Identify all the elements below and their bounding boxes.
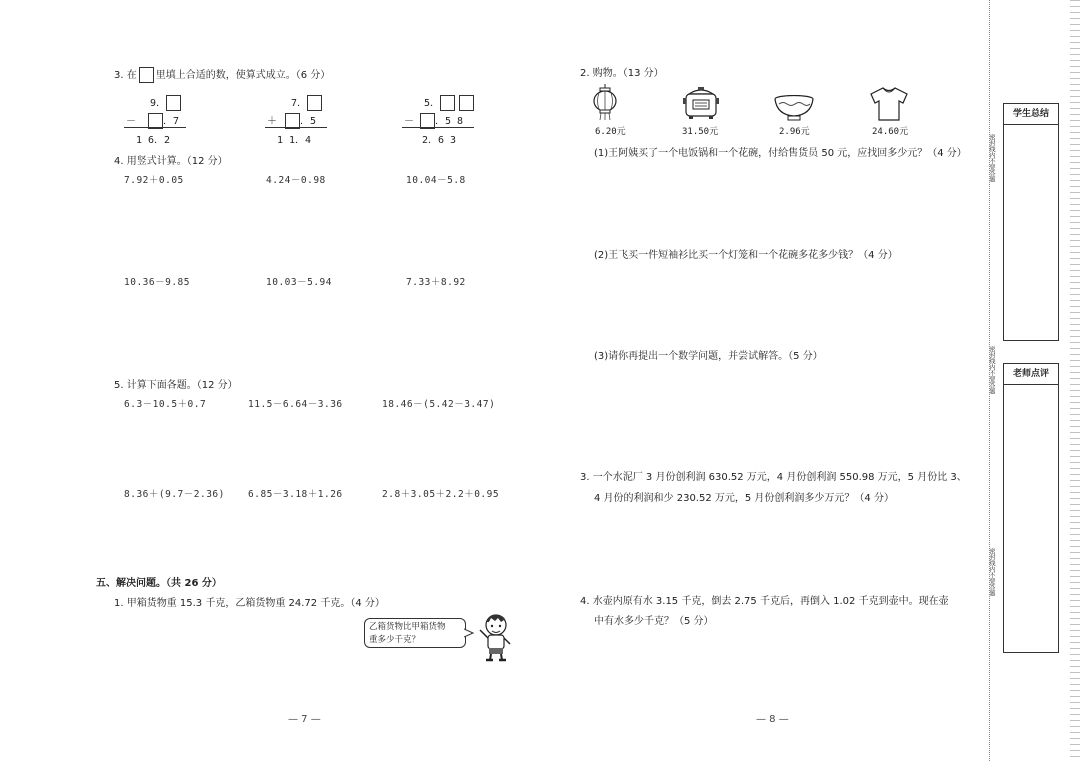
answer-box[interactable]: [166, 95, 181, 111]
q5-item-3: 18.46－(5.42－3.47): [382, 399, 496, 410]
q3-title: 3. 在 里填上合适的数，使算式成立。（6 分）: [114, 66, 330, 83]
result-value: 2．6 3: [422, 135, 457, 146]
q4-item-6: 7.33＋8.92: [406, 277, 466, 288]
vertical-calc-2: 7． ＋ ．5 1 1．4: [263, 92, 333, 147]
answer-box[interactable]: [307, 95, 322, 111]
answer-box[interactable]: [459, 95, 474, 111]
page-number-left: — 7 —: [288, 714, 321, 725]
problem-2-2: (2)王飞买一件短袖衫比买一个灯笼和一个花碗多花多少钱？（4 分）: [594, 250, 898, 261]
cartoon-boy-icon: [474, 612, 520, 664]
problem-2-1: (1)王阿姨买了一个电饭锅和一个花碗，付给售货员 50 元，应找回多少元？（4 分）: [594, 148, 967, 159]
problem-3-line-1: 3. 一个水泥厂 3 月份创利润 630.52 万元，4 月份创利润 550.98 万元，5 月份比 3、: [580, 472, 967, 483]
vertical-calc-1: 9． － ．7 1 6．2: [120, 92, 190, 147]
fold-notice-3: 密封线内不要答题: [988, 548, 995, 596]
q4-item-3: 10.04－5.8: [406, 175, 466, 186]
problem-3-line-2: 4 月份的利润和少 230.52 万元，5 月份创利润多少万元？（4 分）: [594, 493, 894, 504]
teacher-comment-panel: [1003, 363, 1059, 653]
shirt-icon: [869, 86, 909, 122]
q5-item-2: 11.5－6.64－3.36: [248, 399, 343, 410]
q5-title: 5. 计算下面各题。（12 分）: [114, 380, 238, 391]
q5-item-5: 6.85－3.18＋1.26: [248, 489, 343, 500]
fold-notice-1: 密封线内不要答题: [988, 134, 995, 182]
problem-1: 1. 甲箱货物重 15.3 千克，乙箱货物重 24.72 千克。（4 分）: [114, 598, 385, 609]
q4-item-5: 10.03－5.94: [266, 277, 332, 288]
result-value: 1 1．4: [277, 135, 312, 146]
problem-2-3: (3)请你再提出一个数学问题，并尝试解答。（5 分）: [594, 351, 823, 362]
speech-bubble: 乙箱货物比甲箱货物 重多少千克？: [364, 618, 466, 648]
fold-notice-2: 密封线内不要答题: [988, 346, 995, 394]
lantern-icon: [592, 84, 618, 120]
problem-4-line-1: 4. 水壶内原有水 3.15 千克，倒去 2.75 千克后，再倒入 1.02 千克到壶中。现在壶: [580, 596, 949, 607]
price-lantern: 6.20元: [595, 127, 626, 137]
vertical-calc-3: 5． － ．5 8 2．6 3: [400, 92, 480, 147]
panel-title: 老师点评: [1004, 364, 1058, 385]
result-value: 1 6．2: [136, 135, 171, 146]
price-bowl: 2.96元: [779, 127, 810, 137]
q5-item-6: 2.8＋3.05＋2.2＋0.95: [382, 489, 500, 500]
bubble-tail-icon: [464, 627, 474, 639]
page-number-right: — 8 —: [756, 714, 789, 725]
blank-box: [139, 67, 154, 83]
q4-title: 4. 用竖式计算。（12 分）: [114, 156, 228, 167]
q5-item-1: 6.3－10.5＋0.7: [124, 399, 207, 410]
price-shirt: 24.60元: [872, 127, 909, 137]
q4-item-2: 4.24－0.98: [266, 175, 326, 186]
student-summary-panel: [1003, 103, 1059, 341]
bowl-icon: [773, 95, 815, 121]
edge-ruler: [1070, 0, 1080, 761]
panel-title: 学生总结: [1004, 104, 1058, 125]
q4-item-4: 10.36－9.85: [124, 277, 190, 288]
section5-title: 五、解决问题。（共 26 分）: [96, 578, 222, 589]
rice-cooker-icon: [683, 86, 719, 120]
problem-4-line-2: 中有水多少千克？（5 分）: [594, 616, 714, 627]
answer-box[interactable]: [440, 95, 455, 111]
problem-2-title: 2. 购物。（13 分）: [580, 68, 664, 79]
q4-item-1: 7.92＋0.05: [124, 175, 184, 186]
q5-item-4: 8.36＋(9.7－2.36): [124, 489, 225, 500]
price-rice-cooker: 31.50元: [682, 127, 719, 137]
